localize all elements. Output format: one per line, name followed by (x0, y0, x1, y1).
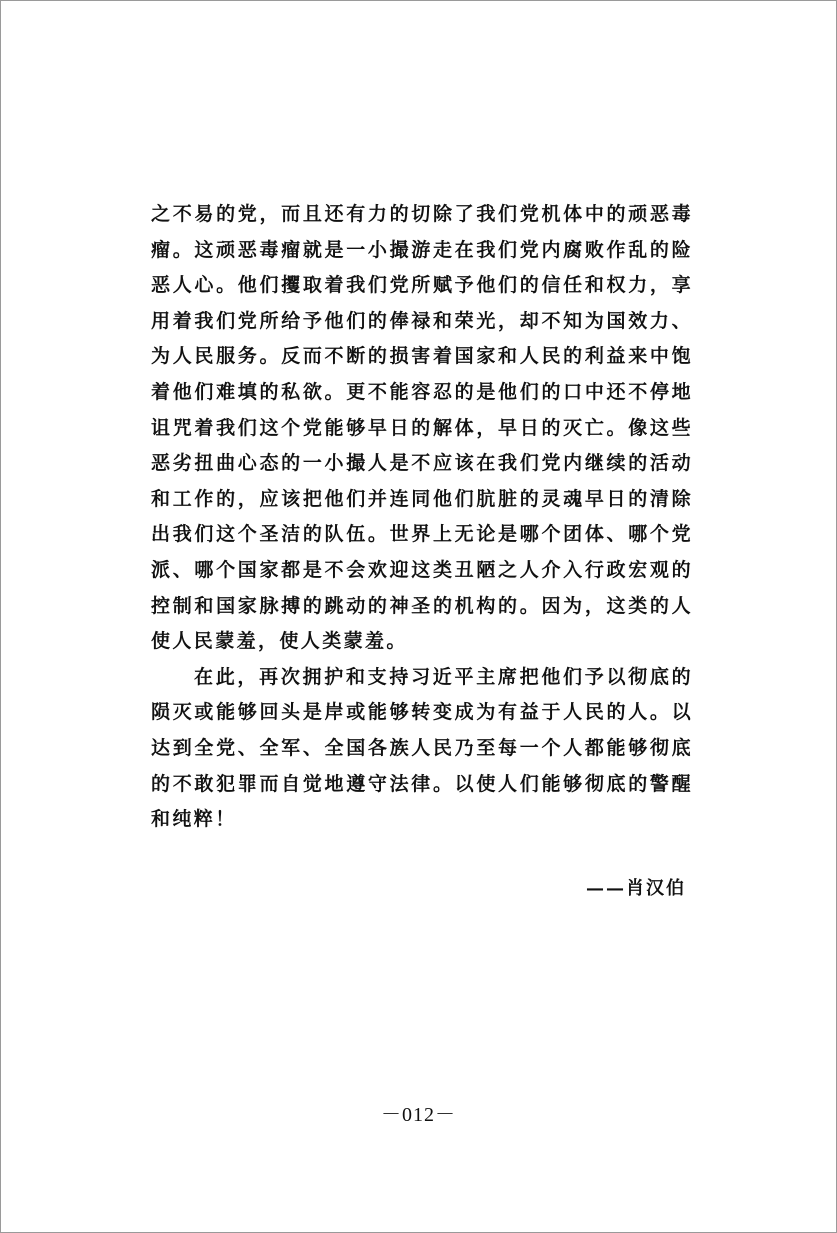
page-number: －012－ (381, 1104, 456, 1126)
author-signature: ——肖汉伯 (586, 878, 686, 899)
paragraph-2: 在此，再次拥护和支持习近平主席把他们予以彻底的陨灭或能够回头是岸或能够转变成为有益于人民的人。以达到全党、全军、全国各族人民乃至每一个人都能够彻底的不敢犯罪而自觉地遵守法律。以使人们能够彻底的警醒和纯粹！ (151, 665, 693, 831)
body-text (151, 197, 693, 838)
paragraph-1: 之不易的党，而且还有力的切除了我们党机体中的顽恶毒瘤。这顽恶毒瘤就是一小撮游走在我们党内腐败作乱的险恶人心。他们攫取着我们党所赋予他们的信任和权力，享用着我们党所给予他们的俸禄和荣光，却不知为国效力、为人民服务。反而不断的损害着国家和人民的利益来中饱着他们难填的私欲。更不能容忍的是他们的口中还不停地诅咒着我们这个党能够早日的解体，早日的灭亡。像这些恶劣扭曲心态的一小撮人是不应该在我们党内继续的活动和工作的，应该把他们并连同他们肮脏的灵魂早日的清除出我们这个圣洁的队伍。世界上无论是哪个团体、哪个党派、哪个国家都是不会欢迎这类丑陋之人介入行政宏观的控制和国家脉搏的跳动的神圣的机构的。因为，这类的人使人民蒙羞，使人类蒙羞。 (151, 203, 693, 653)
